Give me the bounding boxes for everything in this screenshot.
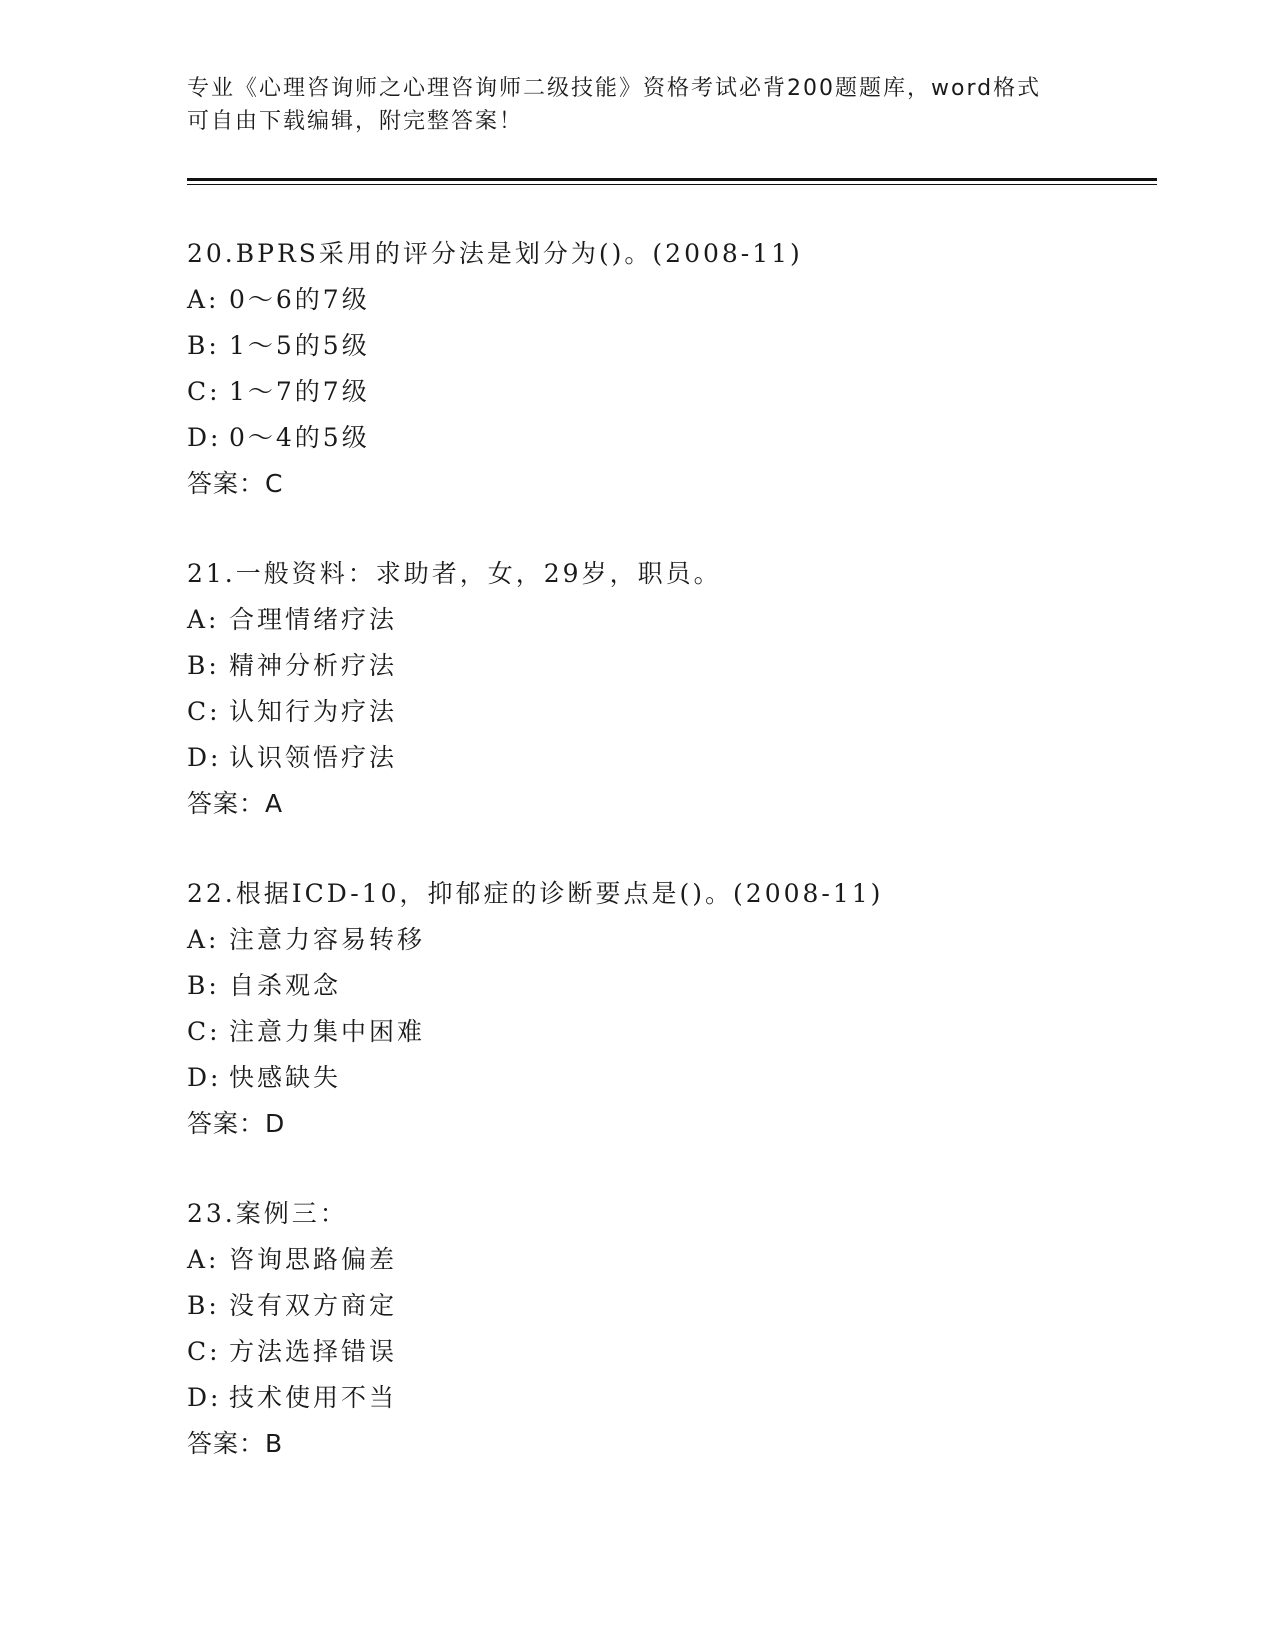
question-block bbox=[187, 871, 1147, 1147]
option-text: 咨询思路偏差 bbox=[229, 1245, 398, 1274]
header-divider-thin bbox=[187, 184, 1157, 185]
option-label: A: bbox=[187, 925, 220, 954]
document-header bbox=[187, 72, 1087, 138]
question-stem: 21.一般资料：求助者，女，29岁，职员。 bbox=[187, 559, 722, 588]
option-text: 方法选择错误 bbox=[229, 1337, 398, 1366]
header-divider-thick bbox=[187, 178, 1157, 181]
option-text: 技术使用不当 bbox=[229, 1383, 398, 1412]
option-label: C: bbox=[187, 1017, 221, 1046]
option-text: 注意力集中困难 bbox=[229, 1017, 426, 1046]
option-d bbox=[187, 1055, 1147, 1101]
option-label: A: bbox=[187, 285, 220, 314]
option-a bbox=[187, 917, 1147, 963]
option-a bbox=[187, 597, 1147, 643]
option-text: 快感缺失 bbox=[229, 1063, 342, 1092]
option-label: C: bbox=[187, 377, 221, 406]
option-b bbox=[187, 323, 1147, 369]
option-text: 注意力容易转移 bbox=[229, 925, 426, 954]
option-text: 1～7的7级 bbox=[229, 377, 370, 406]
option-d bbox=[187, 1375, 1147, 1421]
option-text: 没有双方商定 bbox=[229, 1291, 398, 1320]
question-block bbox=[187, 1191, 1147, 1467]
answer-line: 答案：B bbox=[187, 1429, 284, 1458]
option-a bbox=[187, 277, 1147, 323]
question-stem: 22.根据ICD-10，抑郁症的诊断要点是()。(2008-11) bbox=[187, 879, 884, 908]
option-label: B: bbox=[187, 651, 220, 680]
answer-line: 答案：D bbox=[187, 1109, 286, 1138]
header-line-2: 可自由下载编辑，附完整答案！ bbox=[187, 109, 524, 134]
option-text: 1～5的5级 bbox=[229, 331, 370, 360]
header-line-1: 专业《心理咨询师之心理咨询师二级技能》资格考试必背200题题库，word格式 bbox=[187, 76, 1042, 101]
option-b bbox=[187, 1283, 1147, 1329]
option-text: 0～4的5级 bbox=[229, 423, 370, 452]
option-a bbox=[187, 1237, 1147, 1283]
option-c bbox=[187, 1009, 1147, 1055]
option-label: B: bbox=[187, 331, 220, 360]
option-d bbox=[187, 415, 1147, 461]
option-c bbox=[187, 689, 1147, 735]
option-c bbox=[187, 369, 1147, 415]
option-b bbox=[187, 643, 1147, 689]
answer-line: 答案：A bbox=[187, 789, 284, 818]
option-label: D: bbox=[187, 423, 222, 452]
option-d bbox=[187, 735, 1147, 781]
answer-line: 答案：C bbox=[187, 469, 284, 498]
option-label: B: bbox=[187, 1291, 220, 1320]
question-block bbox=[187, 231, 1147, 507]
question-block bbox=[187, 551, 1147, 827]
option-label: D: bbox=[187, 1063, 222, 1092]
option-text: 自杀观念 bbox=[229, 971, 342, 1000]
question-stem: 23.案例三： bbox=[187, 1199, 348, 1228]
option-text: 认知行为疗法 bbox=[229, 697, 398, 726]
question-stem: 20.BPRS采用的评分法是划分为()。(2008-11) bbox=[187, 239, 803, 268]
option-text: 0～6的7级 bbox=[229, 285, 370, 314]
option-label: A: bbox=[187, 1245, 220, 1274]
option-text: 认识领悟疗法 bbox=[229, 743, 398, 772]
option-label: A: bbox=[187, 605, 220, 634]
option-label: B: bbox=[187, 971, 220, 1000]
option-label: C: bbox=[187, 1337, 221, 1366]
option-text: 精神分析疗法 bbox=[229, 651, 398, 680]
option-b bbox=[187, 963, 1147, 1009]
option-c bbox=[187, 1329, 1147, 1375]
option-label: D: bbox=[187, 1383, 222, 1412]
option-label: D: bbox=[187, 743, 222, 772]
option-text: 合理情绪疗法 bbox=[229, 605, 398, 634]
option-label: C: bbox=[187, 697, 221, 726]
